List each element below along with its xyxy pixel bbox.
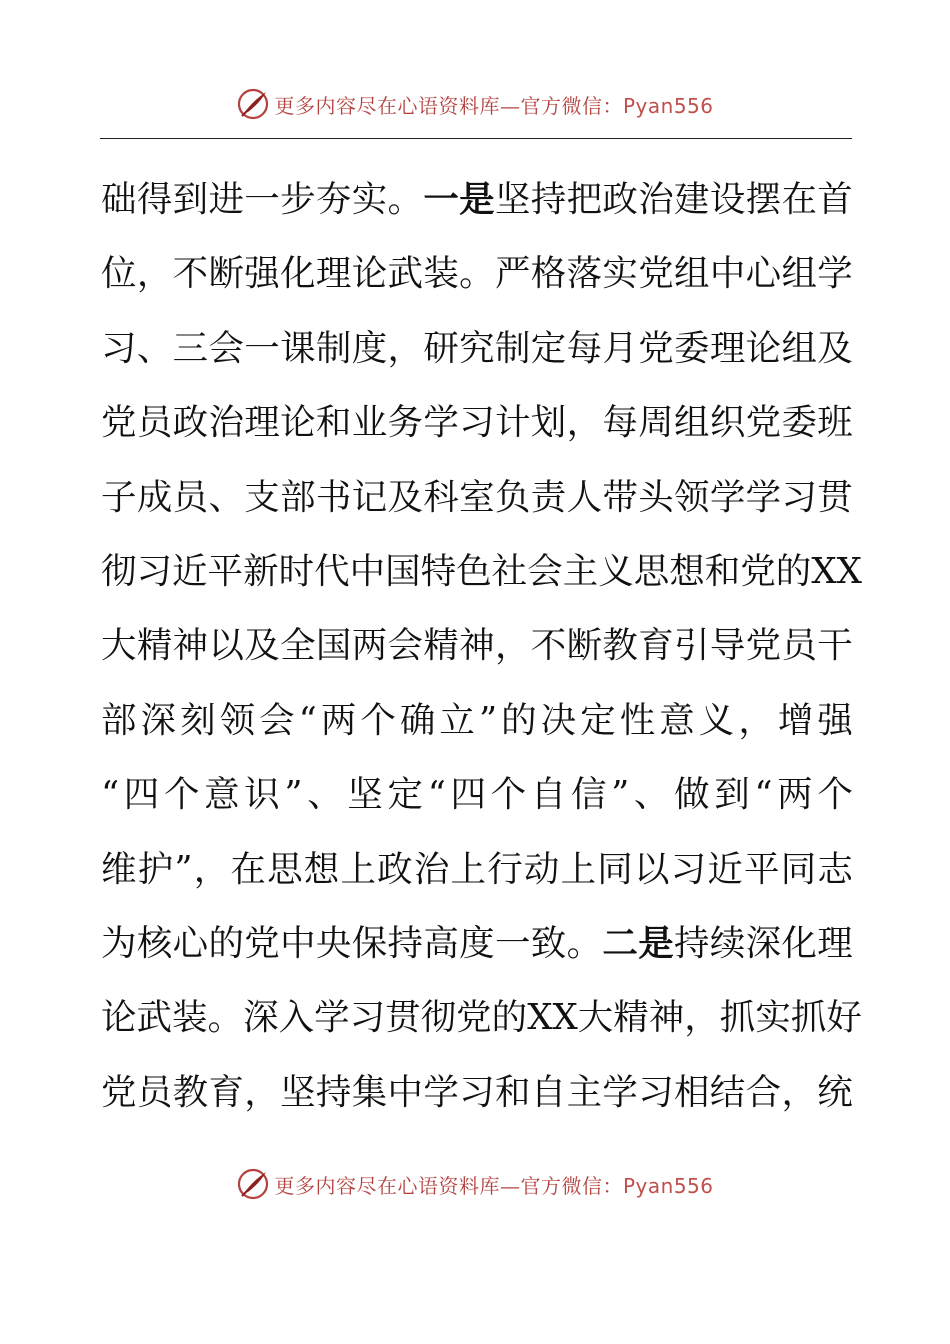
body-char: 装 — [172, 997, 208, 1039]
body-char: 武 — [387, 253, 424, 295]
body-char: XX — [527, 997, 578, 1039]
body-char: 委 — [781, 402, 817, 444]
body-char: 个 — [163, 774, 200, 816]
body-char: 班 — [817, 402, 853, 444]
body-char: 格 — [530, 253, 567, 295]
body-char: 导 — [709, 625, 746, 667]
body-char: 两 — [777, 774, 813, 816]
body-char: 平 — [744, 848, 780, 890]
body-char: 近 — [707, 848, 743, 890]
body-char: 实 — [351, 179, 388, 220]
body-char: 定 — [387, 774, 424, 816]
body-char: 理 — [244, 402, 280, 444]
body-char: 育 — [638, 625, 674, 667]
body-char: 上 — [560, 848, 597, 890]
body-char: 心 — [745, 253, 782, 295]
body-char: 部 — [101, 699, 137, 741]
body-char: 断 — [566, 625, 603, 667]
body-char: 。 — [459, 253, 495, 295]
body-char: 科 — [423, 476, 459, 518]
body-char: 党 — [745, 402, 782, 444]
body-char: 党 — [638, 327, 674, 369]
body-char: 政 — [172, 402, 209, 444]
body-char: 中 — [349, 550, 386, 592]
body-char: 人 — [566, 476, 603, 518]
body-char: 论 — [280, 402, 316, 444]
body-char: 成 — [136, 476, 173, 518]
body-char: 夯 — [315, 179, 352, 220]
body-char: 习 — [638, 1071, 674, 1113]
body-line — [101, 609, 853, 683]
body-char: “ — [427, 774, 446, 816]
body-char: 在 — [781, 179, 817, 220]
body-char: 论 — [101, 997, 137, 1039]
body-char: ， — [387, 327, 424, 369]
body-char: 教 — [172, 1071, 209, 1113]
body-char: 领 — [219, 699, 256, 741]
body-char: 进 — [208, 179, 244, 220]
body-char: 主 — [562, 550, 599, 592]
body-char: ， — [136, 253, 173, 295]
body-char: 理 — [817, 922, 853, 964]
body-char: 相 — [674, 1071, 710, 1113]
body-char: 和 — [494, 1071, 531, 1113]
body-char: 新 — [243, 550, 279, 592]
body-char: 度 — [459, 922, 495, 964]
body-char: 和 — [704, 550, 741, 592]
body-char: 定 — [580, 699, 616, 741]
body-char: 贯 — [817, 476, 853, 518]
body-char: 每 — [566, 327, 603, 369]
body-char: 理 — [709, 327, 746, 369]
body-char: 坚 — [280, 1071, 316, 1113]
body-char: 的 — [775, 550, 812, 592]
body-char: 装 — [423, 253, 459, 295]
body-char: 治 — [638, 179, 674, 220]
body-char: 步 — [280, 179, 316, 220]
body-char: 贯 — [385, 997, 421, 1039]
body-char: 同 — [780, 848, 817, 890]
body-char: 强 — [244, 253, 280, 295]
body-char: 维 — [101, 848, 137, 890]
body-char: 三 — [172, 327, 209, 369]
body-char: 及 — [387, 476, 424, 518]
header-banner-text — [274, 90, 713, 119]
body-char: 持 — [387, 922, 424, 964]
body-char: 自 — [530, 1071, 567, 1113]
body-char: 书 — [315, 476, 352, 518]
body-char: 中 — [387, 1071, 424, 1113]
body-char: 及 — [244, 625, 280, 667]
body-char: 首 — [817, 179, 853, 220]
body-char: 大 — [101, 625, 137, 667]
body-char: 位 — [101, 253, 137, 295]
body-char: 色 — [456, 550, 492, 592]
body-char: 深 — [140, 699, 177, 741]
body-char: 化 — [781, 922, 817, 964]
header-banner — [0, 84, 950, 124]
body-line — [101, 386, 853, 460]
body-char: 一 — [244, 179, 280, 220]
header-wechat-id: Pyan556 — [622, 93, 714, 118]
body-char: 划 — [530, 402, 567, 444]
body-char: 、 — [633, 774, 670, 816]
body-char: 以 — [208, 625, 244, 667]
body-char: 抓 — [790, 997, 827, 1039]
body-char: 。 — [387, 179, 424, 220]
body-char: 每 — [602, 402, 638, 444]
body-char: 精 — [613, 997, 649, 1039]
body-char: 论 — [351, 253, 388, 295]
body-char: 组 — [781, 327, 817, 369]
body-char: 思 — [633, 550, 670, 592]
body-char: ， — [193, 848, 230, 890]
body-char: 学 — [423, 1071, 459, 1113]
bold-char: 一 — [423, 179, 459, 220]
body-char: 平 — [207, 550, 244, 592]
body-char: 到 — [172, 179, 209, 220]
body-char: 国 — [385, 550, 421, 592]
body-char: 中 — [709, 253, 746, 295]
body-char: “ — [298, 699, 317, 741]
body-char: 入 — [278, 997, 315, 1039]
quill-logo-icon — [236, 87, 270, 121]
body-char: ” — [174, 848, 193, 890]
body-char: 确 — [399, 699, 436, 741]
body-line — [101, 461, 853, 535]
body-char: 义 — [698, 699, 735, 741]
body-char: 神 — [172, 625, 209, 667]
body-char: 精 — [136, 625, 173, 667]
body-char: 刻 — [180, 699, 216, 741]
body-char: 室 — [459, 476, 495, 518]
body-char: 持 — [674, 922, 710, 964]
body-line — [101, 981, 862, 1055]
body-char: 同 — [597, 848, 633, 890]
body-char: 治 — [413, 848, 450, 890]
body-char: 意 — [659, 699, 695, 741]
body-char: 彻 — [420, 997, 457, 1039]
body-char: 负 — [494, 476, 531, 518]
body-char: 会 — [387, 625, 424, 667]
body-char: 心 — [172, 922, 209, 964]
body-line — [101, 907, 853, 981]
body-char: 想 — [669, 550, 705, 592]
header-rule — [100, 138, 852, 139]
body-char: 动 — [523, 848, 560, 890]
body-char: 。 — [207, 997, 244, 1039]
body-char: 不 — [172, 253, 209, 295]
body-char: 得 — [136, 179, 173, 220]
body-char: 把 — [566, 179, 603, 220]
body-char: 到 — [714, 774, 750, 816]
body-char: 习 — [670, 848, 707, 890]
body-char: 上 — [340, 848, 376, 890]
body-char: 研 — [423, 327, 459, 369]
body-char: 论 — [745, 327, 782, 369]
footer-banner-text — [274, 1170, 713, 1199]
body-char: 一 — [244, 327, 280, 369]
body-char: 实 — [755, 997, 791, 1039]
body-char: 的 — [208, 922, 244, 964]
footer-banner — [0, 1164, 950, 1204]
body-char: 组 — [781, 253, 817, 295]
body-char: 个 — [490, 774, 527, 816]
body-char: 设 — [709, 179, 746, 220]
body-char: 行 — [487, 848, 523, 890]
body-char: 深 — [745, 922, 782, 964]
body-char: 引 — [674, 625, 710, 667]
body-char: 习 — [459, 1071, 495, 1113]
body-char: 武 — [136, 997, 173, 1039]
body-char: 严 — [494, 253, 531, 295]
body-char: 计 — [494, 402, 531, 444]
body-line — [101, 237, 853, 311]
body-char: 近 — [172, 550, 208, 592]
body-char: 以 — [633, 848, 670, 890]
body-char: 习 — [459, 402, 495, 444]
body-char: 精 — [423, 625, 459, 667]
body-char: “ — [101, 774, 120, 816]
body-char: 自 — [530, 774, 567, 816]
body-char: 学 — [745, 476, 782, 518]
body-char: 代 — [314, 550, 350, 592]
body-char: 立 — [439, 699, 475, 741]
body-char: 高 — [423, 922, 459, 964]
body-char: 的 — [501, 699, 537, 741]
body-char: ， — [781, 1071, 817, 1113]
body-char: 责 — [530, 476, 567, 518]
footer-banner-label: 更多内容尽在心语资料库—官方微信： — [274, 1173, 623, 1198]
body-char: 周 — [638, 402, 674, 444]
body-line — [101, 163, 853, 237]
body-line — [101, 758, 853, 832]
body-char: 础 — [101, 179, 137, 220]
body-char: 大 — [577, 997, 614, 1039]
body-char: 好 — [826, 997, 862, 1039]
body-char: 持 — [315, 1071, 352, 1113]
body-char: 信 — [570, 774, 607, 816]
body-char: 习 — [136, 550, 173, 592]
body-char: 识 — [244, 774, 280, 816]
body-char: 员 — [136, 402, 173, 444]
body-char: 续 — [709, 922, 746, 964]
body-char: 委 — [674, 327, 710, 369]
body-char: 员 — [781, 625, 817, 667]
body-char: 中 — [280, 922, 316, 964]
body-char: 党 — [101, 1071, 137, 1113]
body-char: 领 — [674, 476, 710, 518]
body-char: 头 — [638, 476, 674, 518]
body-char: 合 — [745, 1071, 782, 1113]
body-line — [101, 833, 853, 907]
body-char: 习 — [781, 476, 817, 518]
body-char: 彻 — [101, 550, 137, 592]
bold-char: 是 — [638, 922, 674, 964]
body-char: ， — [566, 402, 603, 444]
body-char: XX — [811, 550, 862, 592]
body-char: 组 — [674, 253, 710, 295]
body-char: 为 — [101, 922, 137, 964]
body-char: 护 — [137, 848, 174, 890]
body-char: 建 — [674, 179, 710, 220]
body-char: “ — [754, 774, 773, 816]
body-char: 度 — [351, 327, 388, 369]
body-char: 断 — [208, 253, 244, 295]
body-char: 党 — [101, 402, 137, 444]
body-char: 核 — [136, 922, 173, 964]
body-char: 部 — [280, 476, 316, 518]
body-char: 育 — [208, 1071, 244, 1113]
body-char: 两 — [320, 699, 357, 741]
body-char: 上 — [450, 848, 487, 890]
body-char: 记 — [351, 476, 388, 518]
body-char: 集 — [351, 1071, 388, 1113]
body-char: 思 — [267, 848, 303, 890]
header-banner-label: 更多内容尽在心语资料库—官方微信： — [274, 93, 623, 118]
body-char: 党 — [638, 253, 674, 295]
body-char: 化 — [280, 253, 316, 295]
document-body — [101, 163, 862, 1130]
body-char: 坚 — [494, 179, 531, 220]
body-char: 务 — [387, 402, 424, 444]
body-char: 致 — [530, 922, 567, 964]
body-char: 员 — [136, 1071, 173, 1113]
body-char: ， — [244, 1071, 280, 1113]
footer-wechat-id: Pyan556 — [622, 1173, 714, 1198]
body-char: 学 — [314, 997, 350, 1039]
body-char: 想 — [303, 848, 340, 890]
body-char: 不 — [530, 625, 567, 667]
body-char: 。 — [566, 922, 603, 964]
body-char: ， — [738, 699, 774, 741]
body-char: 制 — [315, 327, 352, 369]
body-char: 的 — [491, 997, 528, 1039]
bold-char: 二 — [602, 922, 638, 964]
body-line — [101, 535, 862, 609]
body-char: 做 — [674, 774, 710, 816]
body-char: 决 — [540, 699, 577, 741]
body-char: ” — [478, 699, 498, 741]
body-char: 志 — [817, 848, 853, 890]
body-char: 深 — [243, 997, 279, 1039]
body-char: 增 — [777, 699, 814, 741]
body-char: 、 — [307, 774, 343, 816]
body-char: 教 — [602, 625, 638, 667]
body-char: ” — [611, 774, 630, 816]
body-char: 理 — [315, 253, 352, 295]
body-char: 政 — [602, 179, 638, 220]
body-char: 四 — [123, 774, 160, 816]
body-char: 组 — [674, 402, 710, 444]
body-char: 统 — [817, 1071, 853, 1113]
body-line — [101, 684, 853, 758]
body-char: 学 — [602, 1071, 638, 1113]
body-char: ” — [284, 774, 303, 816]
body-char: 义 — [598, 550, 634, 592]
body-char: 学 — [423, 402, 459, 444]
body-char: 定 — [530, 327, 567, 369]
body-char: 神 — [459, 625, 495, 667]
body-char: 四 — [450, 774, 486, 816]
body-char: 支 — [244, 476, 280, 518]
body-char: ， — [684, 997, 720, 1039]
body-char: 国 — [315, 625, 352, 667]
body-char: 带 — [602, 476, 638, 518]
body-char: 摆 — [745, 179, 782, 220]
quill-logo-icon — [236, 1167, 270, 1201]
body-char: 在 — [230, 848, 266, 890]
body-char: 员 — [172, 476, 209, 518]
body-char: 学 — [817, 253, 853, 295]
body-char: 特 — [420, 550, 457, 592]
body-char: 、 — [136, 327, 173, 369]
body-line — [101, 312, 853, 386]
body-char: 坚 — [347, 774, 383, 816]
body-char: 时 — [278, 550, 315, 592]
bold-char: 是 — [459, 179, 495, 220]
body-char: 会 — [527, 550, 563, 592]
body-char: 、 — [208, 476, 244, 518]
body-char: 结 — [709, 1071, 746, 1113]
body-char: 党 — [740, 550, 776, 592]
body-char: 会 — [208, 327, 244, 369]
body-char: 落 — [566, 253, 603, 295]
body-char: 织 — [709, 402, 746, 444]
body-char: 课 — [280, 327, 316, 369]
body-char: 意 — [204, 774, 240, 816]
body-char: 持 — [530, 179, 567, 220]
body-char: 治 — [208, 402, 244, 444]
body-char: 业 — [351, 402, 388, 444]
body-char: 央 — [315, 922, 352, 964]
body-char: 两 — [351, 625, 388, 667]
body-char: 究 — [459, 327, 495, 369]
body-char: 政 — [377, 848, 413, 890]
body-char: 习 — [349, 997, 386, 1039]
body-char: 神 — [648, 997, 685, 1039]
body-char: 及 — [817, 327, 853, 369]
body-char: 强 — [817, 699, 853, 741]
body-char: 党 — [745, 625, 782, 667]
body-char: 个 — [817, 774, 853, 816]
body-char: 制 — [494, 327, 531, 369]
body-char: 干 — [817, 625, 853, 667]
body-char: ， — [494, 625, 531, 667]
body-char: 会 — [259, 699, 295, 741]
body-char: 主 — [566, 1071, 603, 1113]
body-char: 个 — [360, 699, 396, 741]
body-char: 习 — [101, 327, 137, 369]
body-char: 学 — [709, 476, 746, 518]
body-char: 保 — [351, 922, 388, 964]
body-char: 党 — [456, 997, 492, 1039]
body-char: 一 — [494, 922, 531, 964]
body-char: 性 — [619, 699, 656, 741]
body-char: 和 — [315, 402, 352, 444]
body-char: 全 — [280, 625, 316, 667]
body-char: 月 — [602, 327, 638, 369]
body-char: 实 — [602, 253, 638, 295]
body-char: 社 — [491, 550, 528, 592]
body-char: 抓 — [719, 997, 756, 1039]
body-char: 子 — [101, 476, 137, 518]
body-char: 党 — [244, 922, 280, 964]
body-line — [101, 1056, 853, 1130]
